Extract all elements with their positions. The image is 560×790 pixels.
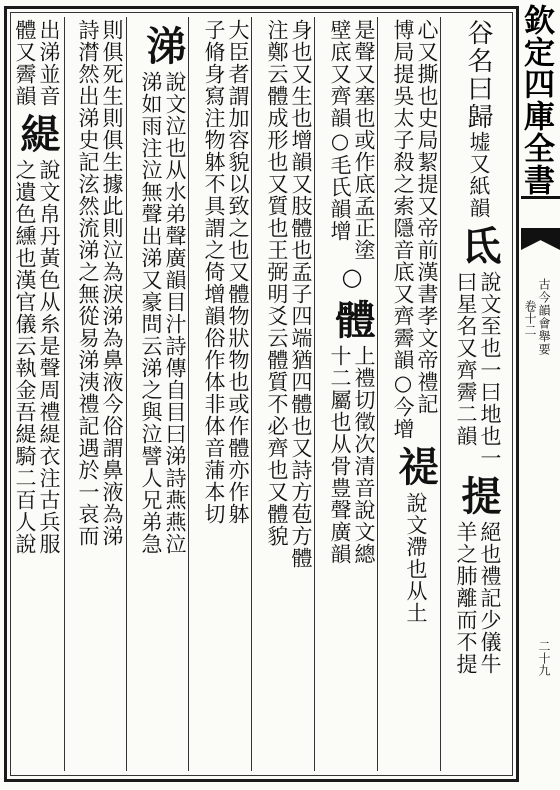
annotation-right: 說文滯也从土 xyxy=(404,492,429,624)
headword: 涕 xyxy=(140,25,187,65)
annotation-right: 說文帛丹黃色从糸是聲周禮緹衣注古兵服 xyxy=(37,159,62,555)
annotation-right: 身也又生也增韻又肢體也孟子四端猶四體也又詩方苞方體 xyxy=(289,19,314,569)
section-circle-mark: ○ xyxy=(338,263,366,291)
annotation-pair xyxy=(266,19,312,569)
column-rule xyxy=(126,17,127,771)
margin-rule xyxy=(521,196,560,199)
headword: 緹 xyxy=(14,113,61,153)
text-column-5 xyxy=(201,19,251,769)
headword: 禔 xyxy=(392,446,439,486)
column-rule xyxy=(377,17,378,771)
annotation-left: 詩潸然出涕史記泫然流涕之無從易涕洟禮記遇於一哀而 xyxy=(76,19,100,547)
main-text: 谷名曰歸 xyxy=(463,19,493,131)
annotation-pair xyxy=(140,71,186,555)
annotation-right: 說文泣也从水弟聲廣韻目汁詩傳自目曰涕詩燕燕泣 xyxy=(163,71,188,555)
annotation-right: 絕也禮記少儀牛 xyxy=(478,521,503,675)
annotation-right: 出涕並音 xyxy=(37,19,62,107)
annotation-pair xyxy=(14,19,60,107)
annotation-pair xyxy=(466,131,490,219)
headword: 提 xyxy=(455,475,502,515)
annotation-right: 心又撕也史局絜提又帝前漢書孝文帝禮記 xyxy=(415,19,440,415)
annotation-left: 壁底又齊韻○毛氏韻增 xyxy=(328,19,352,242)
annotation-pair xyxy=(329,19,375,261)
annotation-right: 則俱死生則俱生據此則泣為淚涕為鼻液今俗謂鼻液為涕 xyxy=(100,19,125,547)
annotation-left: 之遺色纁也漢官儀云執金吾緹騎二百人說 xyxy=(13,159,37,555)
annotation-left: 曰星名又齊霽二韻 xyxy=(454,271,478,447)
text-column-7 xyxy=(75,19,125,769)
annotation-left: 博局提吳太子殺之索隱音底又齊霽韻○今增 xyxy=(391,19,415,440)
annotation-right: 說文至也一曰地也一 xyxy=(478,271,503,469)
annotation-left: 十二屬也从骨豊聲廣韻 xyxy=(328,345,352,565)
annotation-left: 體又霽韻 xyxy=(13,19,37,107)
annotation-pair xyxy=(14,159,60,555)
text-column-4 xyxy=(264,19,314,769)
text-column-2 xyxy=(390,19,440,769)
column-rule xyxy=(64,17,65,771)
page-number: 二十九 xyxy=(537,640,551,676)
page-border xyxy=(4,6,519,782)
annotation-left: 子脩身寫注物躰不具謂之倚增韻俗作体非体音蒲本切 xyxy=(202,19,226,525)
annotation-pair xyxy=(403,492,427,624)
annotation-pair xyxy=(329,345,375,565)
book-name: 古今韻會舉要 xyxy=(537,278,551,356)
annotation-left: 涕如雨注泣無聲出涕又豪問云涕之與泣譬人兄弟急 xyxy=(139,71,163,555)
annotation-left: 注鄭云體成形也又質也王弼明爻云體質不必齊也又體貌 xyxy=(265,19,289,547)
column-rule xyxy=(188,17,189,771)
text-column-6 xyxy=(138,19,188,769)
annotation-pair xyxy=(77,19,123,547)
headword: 氐 xyxy=(455,225,502,265)
column-rule xyxy=(251,17,252,771)
annotation-pair xyxy=(455,521,501,675)
text-column-8 xyxy=(12,19,62,769)
annotation-right: 墟又紙韻 xyxy=(467,131,492,219)
text-column-3 xyxy=(327,19,377,769)
text-column-1 xyxy=(453,19,503,769)
column-rule xyxy=(314,17,315,771)
annotation-right: 是聲又塞也或作底孟正塗 xyxy=(352,19,377,261)
annotation-left: 羊之肺離而不提 xyxy=(454,521,478,675)
volume-label: 卷十二 xyxy=(523,300,537,336)
annotation-pair xyxy=(203,19,249,525)
annotation-pair xyxy=(455,271,501,469)
annotation-right: 大臣者謂加容貌以致之也又體物狀物也或作體亦作躰 xyxy=(226,19,251,525)
annotation-right: 上禮切徵次清音說文總 xyxy=(352,345,377,565)
column-rule xyxy=(440,17,441,771)
headword: 體 xyxy=(329,299,376,339)
annotation-pair xyxy=(392,19,438,440)
collection-title: 欽定四庫全書 xyxy=(518,4,554,196)
